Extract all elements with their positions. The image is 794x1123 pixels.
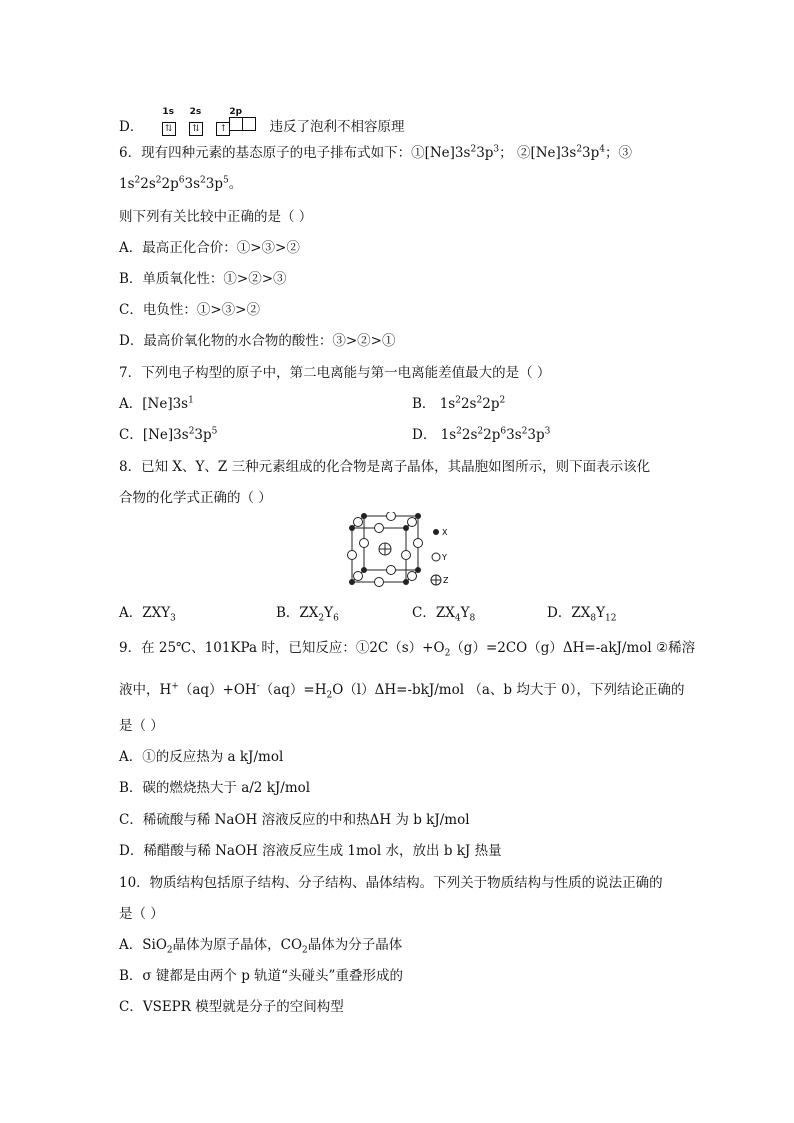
q10-stem-line1: 10．物质结构包括原子结构、分子结构、晶体结构。下列关于物质结构与性质的说法正确的 bbox=[119, 875, 663, 891]
legend-x: X bbox=[442, 528, 448, 537]
legend-y: Y bbox=[442, 553, 447, 562]
atom-y bbox=[387, 566, 396, 575]
atom-x bbox=[415, 513, 421, 519]
q10-option-a: A．SiO$_2$晶体为原子晶体，$CO_2$晶体为分子晶体 bbox=[119, 937, 403, 956]
atom-x bbox=[361, 567, 367, 573]
q8-option-d: D．$ZX_8Y_{12}$ bbox=[547, 605, 617, 624]
q8-option-c: C．$ZX_4Y_8$ bbox=[412, 605, 476, 624]
orbital-1s: 1s ⇅ bbox=[162, 107, 174, 134]
q9-stem-line1: 9．在 25℃、101KPa 时，已知反应：$①2C(s)+O_2(g)=2CO(g)\Delta H=-akJ$/mol ②稀溶 bbox=[119, 640, 696, 659]
atom-y bbox=[375, 524, 384, 533]
atom-y bbox=[402, 551, 411, 560]
orbital-2p: 2p ↑ bbox=[216, 108, 255, 137]
q9-option-c: C．稀硫酸与稀 NaOH 溶液反应的中和热ΔH 为 b kJ/mol bbox=[119, 812, 470, 828]
atom-x bbox=[403, 579, 409, 585]
q6-option-b: B．单质氧化性：①>②>③ bbox=[119, 271, 287, 287]
q6-option-c: C．电负性：①>③>② bbox=[119, 302, 260, 318]
crystal-legend bbox=[431, 528, 449, 585]
atom-x bbox=[361, 513, 367, 519]
q10-option-c: C．VSEPR 模型就是分子的空间构型 bbox=[119, 999, 344, 1015]
q5-option-d: D． 1s ⇅ 2s ⇅ 2p ↑ 违反了泡利不相容原理 bbox=[119, 107, 405, 135]
q9-stem-line3: 是（ ） bbox=[119, 718, 164, 734]
q7-option-d: D． $1s^22s^22p^63s^23p^3$ bbox=[412, 426, 551, 443]
atom-y bbox=[414, 539, 423, 548]
atom-y bbox=[348, 551, 357, 560]
orbital-2s: 2s ⇅ bbox=[189, 107, 202, 134]
atom-y bbox=[408, 518, 417, 527]
q6-stem-line1: 6．现有四种元素的基态原子的电子排布式如下：$①[Ne]3s^23p^3$； $②[Ne]3s^23p^4$；③ bbox=[119, 144, 633, 161]
atom-x bbox=[415, 567, 421, 573]
atom-y bbox=[387, 512, 396, 521]
atom-x bbox=[349, 579, 355, 585]
q9-stem-line2: 液中，$H^+(aq)+OH^-(aq)=H_2O(l)\Delta H=-bkJ$/mol （a、b 均大于 0），下列结论正确的 bbox=[119, 681, 685, 701]
q8-stem-line1: 8．已知 X、Y、Z 三种元素组成的化合物是离子晶体，其晶胞如图所示，则下面表示该化 bbox=[119, 459, 651, 475]
legend-z: Z bbox=[443, 576, 449, 585]
atom-y bbox=[354, 518, 363, 527]
atom-y bbox=[354, 572, 363, 581]
q8-option-b: B．$ZX_2Y_6$ bbox=[276, 605, 339, 624]
q7-stem: 7．下列电子构型的原子中，第二电离能与第一电离能差值最大的是（ ） bbox=[119, 365, 551, 381]
q9-option-d: D．稀醋酸与稀 NaOH 溶液反应生成 1mol 水，放出 b kJ 热量 bbox=[119, 843, 502, 859]
q7-option-b: B． $1s^22s^22p^2$ bbox=[412, 395, 506, 412]
atom-y bbox=[360, 539, 369, 548]
atom-y bbox=[408, 572, 417, 581]
q6-question: 则下列有关比较中正确的是（ ） bbox=[119, 209, 313, 225]
q6-option-d: D．最高价氧化物的水合物的酸性：③>②>① bbox=[119, 333, 396, 349]
q7-option-c: C．$[Ne]3s^23p^5$ bbox=[119, 426, 218, 443]
atom-x bbox=[403, 525, 409, 531]
q8-stem-line2: 合物的化学式正确的（ ） bbox=[119, 490, 272, 506]
atom-x bbox=[349, 525, 355, 531]
q6-option-a: A．最高正化合价：①>③>② bbox=[119, 240, 300, 256]
q9-option-a: A．①的反应热为 a kJ/mol bbox=[119, 749, 284, 765]
q9-option-b: B．碳的燃烧热大于 a/2 kJ/mol bbox=[119, 780, 311, 796]
atom-y bbox=[375, 578, 384, 587]
crystal-cell-figure bbox=[346, 512, 456, 594]
q7-option-a: A．$[Ne]3s^1$ bbox=[119, 395, 194, 412]
q6-stem-line2: $1s^22s^22p^63s^23p^5$。 bbox=[119, 175, 243, 192]
q10-stem-line2: 是（ ） bbox=[119, 906, 164, 922]
q8-option-a: A．$ZXY_3$ bbox=[119, 605, 176, 624]
atom-z bbox=[379, 543, 391, 555]
q10-option-b: B．σ 键都是由两个 p 轨道“头碰头”重叠形成的 bbox=[119, 968, 403, 984]
